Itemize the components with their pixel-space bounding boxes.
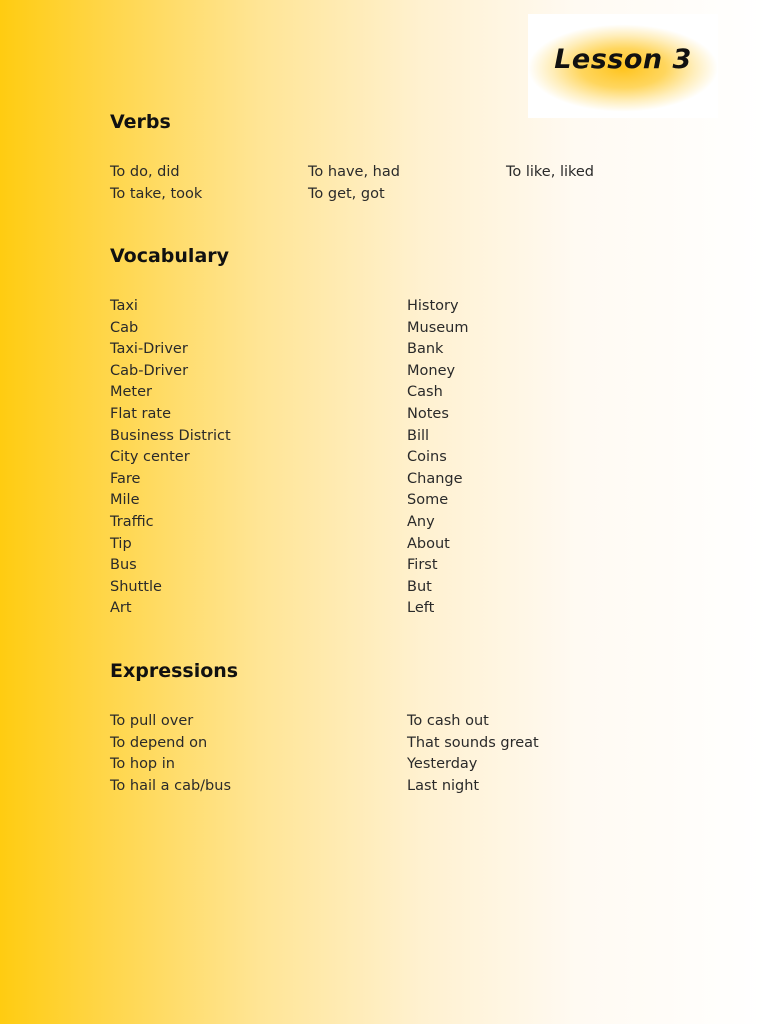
list-item: Cash (407, 384, 443, 401)
list-item: That sounds great (407, 734, 539, 751)
list-item: Bus (110, 557, 137, 574)
list-item: To get, got (308, 185, 385, 202)
list-item: Art (110, 600, 132, 617)
expressions-heading: Expressions (110, 660, 239, 682)
list-item: Any (407, 513, 435, 530)
list-item: To take, took (110, 185, 203, 202)
list-item: To like, liked (506, 164, 595, 180)
list-item: Change (407, 470, 463, 487)
list-item: Cab (110, 319, 139, 336)
list-item: To cash out (407, 713, 489, 729)
list-item: Taxi (110, 298, 138, 314)
list-item: Some (407, 492, 449, 509)
list-item: About (407, 535, 450, 552)
list-item: Coins (407, 449, 447, 466)
list-item: To do, did (110, 164, 180, 180)
expressions-column-2 (407, 711, 539, 797)
list-item: To depend on (110, 734, 208, 751)
lesson-title: Lesson 3 (554, 44, 692, 75)
list-item: Yesterday (407, 756, 478, 773)
list-item: Tip (110, 535, 132, 552)
verbs-column-1 (110, 162, 202, 205)
list-item: Left (407, 600, 435, 617)
vocabulary-heading: Vocabulary (110, 245, 230, 267)
list-item: Taxi-Driver (110, 341, 188, 358)
list-item: To hail a cab/bus (110, 777, 232, 794)
vocabulary-column-2 (407, 296, 469, 620)
lesson-title-box (528, 14, 718, 118)
list-item: Money (407, 362, 456, 379)
list-item: First (407, 557, 438, 574)
list-item: Last night (407, 777, 480, 794)
list-item: Bill (407, 427, 430, 444)
verbs-column-3 (506, 162, 594, 184)
list-item: Notes (407, 405, 449, 422)
expressions-column-1 (110, 711, 231, 797)
verbs-column-2 (308, 162, 400, 205)
list-item: Business District (110, 427, 231, 444)
list-item: Traffic (110, 513, 154, 530)
list-item: Bank (407, 341, 444, 358)
list-item: To pull over (110, 713, 194, 729)
list-item: Museum (407, 319, 469, 336)
list-item: History (407, 298, 459, 314)
vocabulary-column-1 (110, 296, 231, 620)
list-item: To have, had (308, 164, 400, 180)
list-item: Fare (110, 470, 141, 487)
list-item: Mile (110, 492, 140, 509)
list-item: Shuttle (110, 578, 162, 595)
list-item: Flat rate (110, 405, 172, 422)
list-item: But (407, 578, 432, 595)
list-item: Meter (110, 384, 152, 401)
list-item: City center (110, 449, 190, 466)
list-item: Cab-Driver (110, 362, 189, 379)
verbs-heading: Verbs (110, 111, 171, 133)
list-item: To hop in (110, 756, 175, 773)
